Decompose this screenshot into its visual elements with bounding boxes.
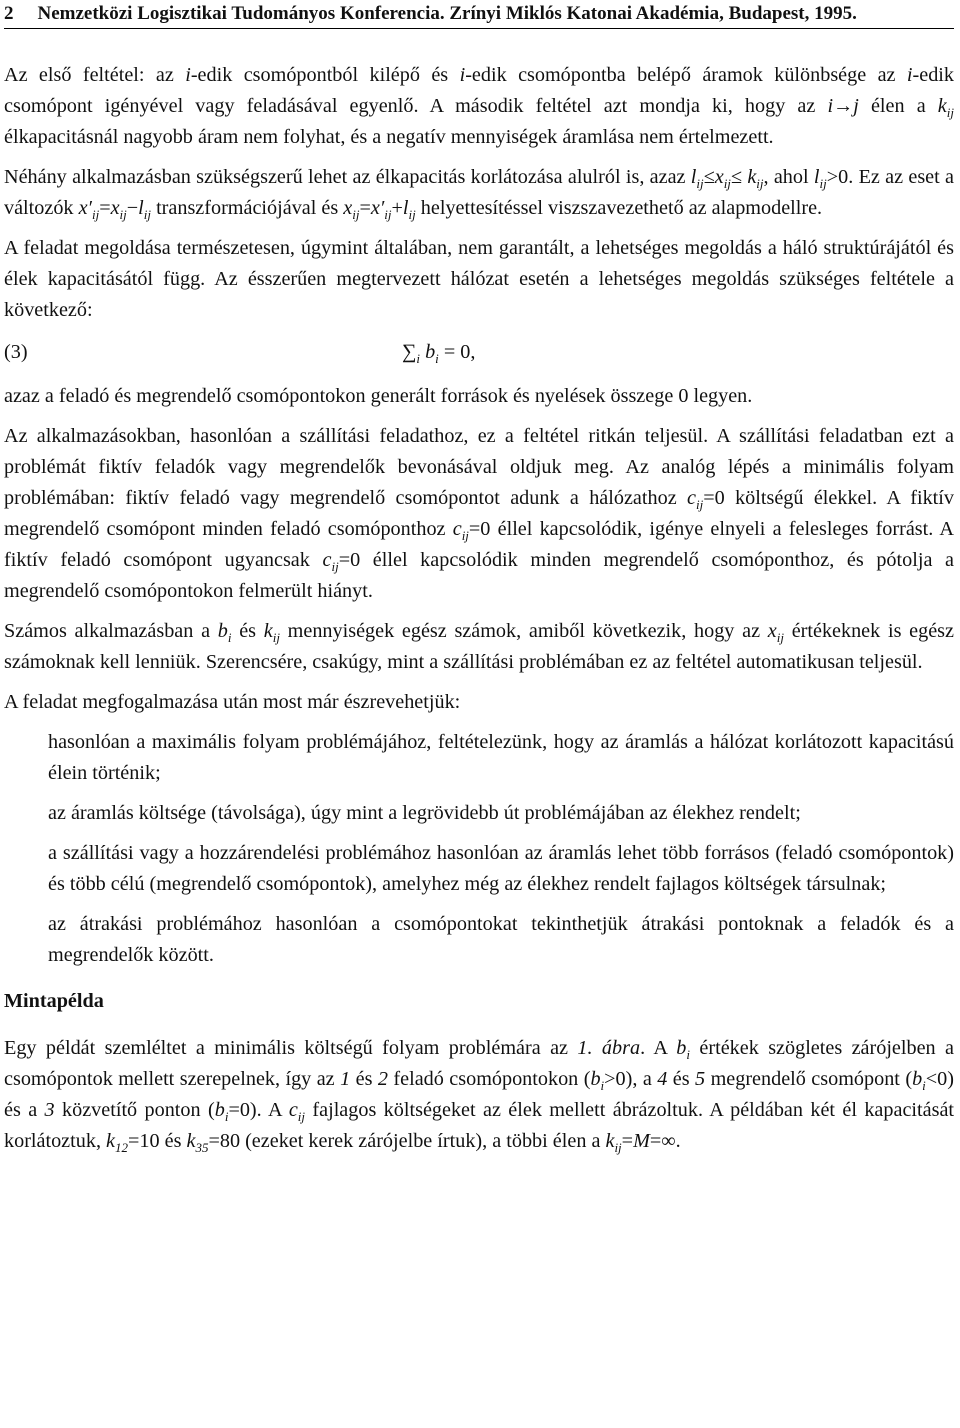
header-title: Nemzetközi Logisztikai Tudományos Konferencia. Zrínyi Miklós Katonai Akadémia, Budapest, 1995. — [37, 3, 857, 24]
paragraph-integer: Számos alkalmazásban a $b_i$ és $k_{ij}$ mennyiségek egész számok, amiből következik, hogy az $x_{ij}$ értékeknek is egész számoknak kell lenniük. Szerencsére, csakúgy, mint a szállítási problémában ez az feltétel automatikusan teljesül. — [4, 620, 954, 673]
list-item: az áramlás költsége (távolsága), úgy mint a legrövidebb út problémájában az élekhez rendelt; — [48, 802, 801, 824]
paragraph-sum-zero: azaz a feladó és megrendelő csomópontokon generált források és nyelések összege 0 legyen. — [4, 385, 753, 407]
paragraph-observation: A feladat megfogalmazása után most már észrevehetjük: — [4, 691, 461, 713]
equation-formula: $\sum_i$ $b_i = 0$, — [402, 341, 476, 366]
list-item: hasonlóan a maximális folyam problémájához, feltételezünk, hogy az áramlás a hálózat korlátozott kapacitású élein történik; — [48, 731, 954, 784]
article-body — [4, 60, 954, 1166]
section-heading: Mintapélda — [4, 990, 104, 1012]
list-item: az átrakási problémához hasonlóan a csomópontokat tekinthetjük átrakási pontoknak a feladók és a megrendelők között. — [48, 913, 954, 966]
paragraph-fictive-nodes: Az alkalmazásokban, hasonlóan a szállítási feladathoz, ez a feltétel ritkán teljesül. A szállítási feladatban ezt a problémát fiktív feladók vagy megrendelők bevonásával oldjuk meg. Az analóg lépés a minimális folyam problémában: fiktív feladó vagy megrendelő csomópontot adunk a hálózathoz $c_{ij}=0$ költségű élekkel. A fiktív megrendelő csomópont minden feladó csomóponthoz $c_{ij}=0$ éllel kapcsolódik, igénye elnyeli a felesleges forrást. A fiktív feladó csomópont ugyancsak $c_{ij}=0$ éllel kapcsolódik minden megrendelő csomóponthoz, és pótolja a megrendelő csomópontokon felmerült hiányt. — [4, 425, 954, 602]
paragraph-lower-bound: Néhány alkalmazásban szükségszerű lehet az élkapacitás korlátozása alulról is, azaz $l_{ij}\le x_{ij}\le k_{ij}$, ahol $l_{ij}>0$. Ez az eset a változók $x'_{ij}=x_{ij}-l_{ij}$ transzformációjával és $x_{ij}=x'_{ij}+l_{ij}$ helyettesítéssel viszszavezethető az alapmodellre. — [4, 166, 954, 222]
list-item: a szállítási vagy a hozzárendelési problémához hasonlóan az áramlás lehet több forrásos (feladó csomópontok) és több célú (megrendelő csomópontok), amelyhez még az élekhez rendelt fajlagos költségek társulnak; — [48, 842, 954, 895]
paragraph-example: Egy példát szemléltet a minimális költségű folyam problémára az 1. ábra. A $b_i$ értékek szögletes zárójelben a csomópontok mellett szerepelnek, így az 1 és 2 feladó csomópontokon $(b_i>0)$, a 4 és 5 megrendelő csomópont $(b_i<0)$ és a 3 közvetítő ponton $(b_i=0)$. A $c_{ij}$ fajlagos költségeket az élek mellett ábrázoltuk. A példában két él kapacitását korlátoztuk, $k_{12}=10$ és $k_{35}=80$ (ezeket kerek zárójelbe írtuk), a többi élen a $k_{ij}=M=\infty$. — [4, 1037, 955, 1155]
paragraph-conditions: Az első feltétel: az i-edik csomópontból kilépő és i-edik csomópontba belépő áramok különbsége az i-edik csomópont igényével vagy feladásával egyenlő. A második feltétel azt mondja ki, hogy az i→j élen a $k_{ij}$ élkapacitásnál nagyobb áram nem folyhat, és a negatív mennyiségek áramlása nem értelmezett. — [4, 64, 955, 148]
equation-3 — [4, 335, 954, 375]
paragraph-feasibility: A feladat megoldása természetesen, úgymint általában, nem garantált, a lehetséges megoldás a háló struktúrájától és élek kapacitásától függ. Az ésszerűen megtervezett hálózat esetén a lehetséges megoldás szükséges feltétele a következő: — [4, 237, 954, 321]
page-number: 2 — [4, 3, 14, 24]
equation-label: (3) — [4, 341, 28, 363]
running-header — [4, 2, 954, 29]
